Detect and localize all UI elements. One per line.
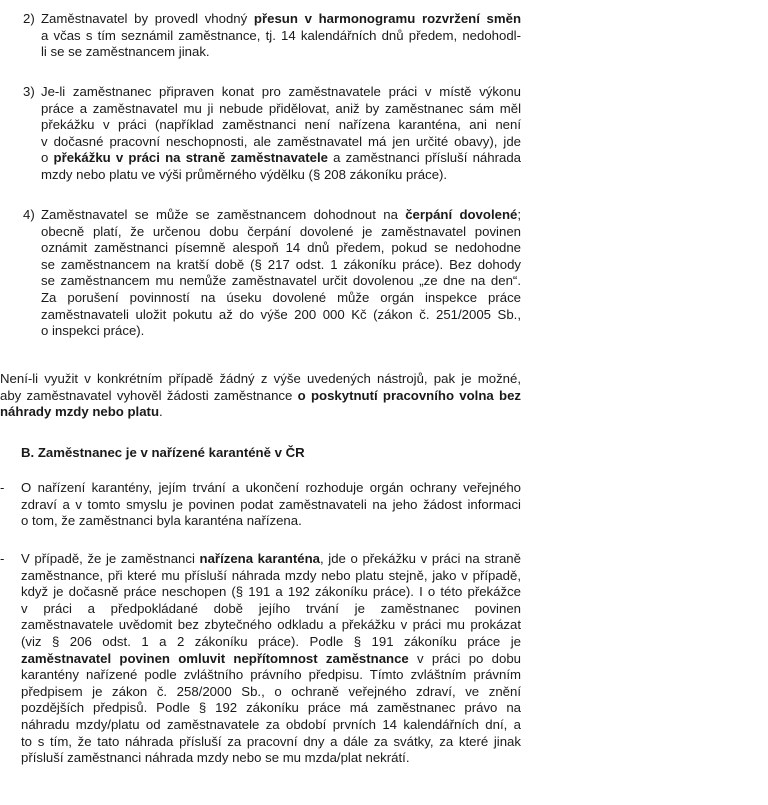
text-run: zdraví a v tomto smyslu je povinen podat zaměstnavateli na jeho žádost informaci bbox=[21, 496, 521, 512]
text-run: se zaměstnancem na kratší době (§ 217 odst. 1 zákoníku práce). Bez dohody bbox=[41, 256, 521, 272]
text-run: a včas s tím seznámil zaměstnance, tj. 14 kalendářních dnů předem, nedohodl- bbox=[41, 27, 521, 43]
text-line bbox=[21, 684, 521, 701]
text-line bbox=[41, 28, 521, 45]
text-run: pozdějších předpisů. Podle § 192 zákoníku práce má zaměstnanec právo na bbox=[21, 700, 521, 716]
bold-emphasis: nařízena karanténa bbox=[199, 551, 320, 566]
text-line bbox=[21, 667, 521, 684]
text-run: předpisem je zákon č. 258/2000 Sb., o ochraně veřejného zdraví, ve znění bbox=[21, 683, 521, 699]
text-run: Je-li zaměstnanec připraven konat pro zaměstnavatele práci v místě výkonu bbox=[41, 84, 521, 99]
bold-emphasis: přesun v harmonogramu rozvržení směn bbox=[253, 11, 521, 26]
list-number: 2) bbox=[23, 11, 35, 26]
text-run: když je dočasně práce neschopen (§ 191 a 192 zákoníku práce). I o této překážce bbox=[21, 584, 521, 600]
text-run: práce a zaměstnavatel mu ji nebude přidělovat, aniž by zaměstnanec sám měl bbox=[41, 100, 521, 116]
text-line bbox=[41, 207, 521, 224]
bullet-text bbox=[21, 551, 521, 767]
text-line bbox=[21, 497, 521, 514]
text-run: zaměstnance, při které mu přísluší náhrada mzdy nebo platu stejně, jako v případě, bbox=[21, 567, 521, 583]
text-line bbox=[21, 551, 521, 568]
text-line bbox=[21, 601, 521, 618]
text-line bbox=[21, 568, 521, 585]
text-line bbox=[41, 257, 521, 274]
text-run: O nařízení karantény, jejím trvání a ukončení rozhoduje orgán ochrany veřejného bbox=[21, 480, 521, 495]
text-run: oznámit zaměstnanci písemně alespoň 14 dnů předem, pokud se nedohodne bbox=[41, 240, 521, 256]
text-run: to s tím, že tato náhrada přísluší za pracovní dny a dále za svátky, za které jinak bbox=[21, 733, 521, 749]
text-line bbox=[41, 134, 521, 151]
text-run: Není-li využit v konkrétním případě žádný z výše uvedených nástrojů, pak je možné, bbox=[0, 371, 521, 386]
bold-emphasis: čerpání dovolené bbox=[405, 207, 518, 222]
text-run: se zaměstnancem mu nemůže zaměstnavatel určit dovolenou „ze dne na den“. bbox=[41, 273, 521, 289]
text-run: o inspekci práce). bbox=[41, 323, 145, 339]
text-line bbox=[21, 584, 521, 601]
text-line bbox=[41, 273, 521, 290]
bullet-item-2 bbox=[0, 551, 521, 767]
list-item-3 bbox=[23, 84, 521, 184]
text-run: o bbox=[41, 150, 54, 166]
text-line bbox=[41, 84, 521, 101]
text-run: aby zaměstnavatel vyhověl žádosti zaměstnance bbox=[0, 387, 298, 403]
text-run: obecně platí, že určenou dobu čerpání dovolené je zaměstnavatel povinen bbox=[41, 223, 521, 239]
text-line bbox=[21, 700, 521, 717]
text-run: Zaměstnavatel by provedl vhodný bbox=[41, 11, 254, 26]
bold-emphasis: zaměstnavatel povinen omluvit nepřítomnost zaměstnance bbox=[21, 650, 409, 666]
text-run: zaměstnavateli uložit pokutu až do výše 200 000 Kč (zákon č. 251/2005 Sb., bbox=[41, 306, 521, 322]
text-run: li se se zaměstnancem jinak. bbox=[41, 44, 210, 60]
text-line bbox=[41, 117, 521, 134]
text-run: o tom, že zaměstnanci byla karanténa nařízena. bbox=[21, 513, 302, 529]
text-run: karantény nařízené podle zvláštního právního předpisu. Tímto zvláštním právním bbox=[21, 667, 521, 683]
text-run: v práci po dobu bbox=[408, 650, 521, 666]
text-line bbox=[41, 167, 521, 184]
text-line bbox=[41, 150, 521, 167]
text-line bbox=[21, 617, 521, 634]
list-item-text bbox=[41, 11, 521, 61]
bold-emphasis: náhrady mzdy nebo platu bbox=[0, 404, 160, 420]
bullet-dash: - bbox=[0, 551, 5, 566]
text-line bbox=[21, 651, 521, 668]
text-run: Zaměstnavatel se může se zaměstnancem dohodnout na bbox=[41, 207, 406, 222]
text-run: náhradu mzdy/platu od zaměstnavatele za období prvních 14 kalendářních dní, a bbox=[21, 716, 521, 732]
text-line bbox=[21, 634, 521, 651]
list-item-text bbox=[41, 207, 521, 340]
section-heading-b: B. Zaměstnanec je v nařízené karanténě v ČR bbox=[21, 445, 305, 460]
bullet-item-1 bbox=[0, 480, 521, 530]
text-run: v dočasné pracovní neschopnosti, ale zaměstnavatel má jen určité obavy), jde bbox=[41, 133, 521, 149]
text-run: , jde o překážku v práci na straně bbox=[319, 551, 521, 566]
bullet-text bbox=[21, 480, 521, 530]
text-line bbox=[41, 290, 521, 307]
text-run: zaměstnavatele uvědomit bez zbytečného odkladu a překážku v práci mu prokázat bbox=[21, 617, 521, 633]
text-line bbox=[0, 388, 521, 405]
text-line bbox=[21, 750, 521, 767]
text-line bbox=[0, 404, 521, 421]
list-item-text bbox=[41, 84, 521, 184]
text-run: Za porušení povinností na úseku dovolené může orgán inspekce práce bbox=[41, 289, 521, 305]
paragraph-text bbox=[0, 371, 521, 421]
text-run: přísluší zaměstnanci náhrada mzdy nebo se mu mzda/plat nekrátí. bbox=[21, 750, 410, 766]
text-line bbox=[0, 371, 521, 388]
text-run: v práci a předpokládané době jejího trvání je zaměstnanec povinen bbox=[21, 600, 521, 616]
text-line bbox=[41, 44, 521, 61]
text-line bbox=[41, 323, 521, 340]
list-number: 4) bbox=[23, 207, 35, 222]
list-item-4 bbox=[23, 207, 521, 340]
text-run: . bbox=[159, 404, 163, 420]
bold-emphasis: o poskytnutí pracovního volna bez bbox=[297, 387, 521, 403]
text-line bbox=[41, 224, 521, 241]
text-line bbox=[41, 307, 521, 324]
text-line bbox=[21, 513, 521, 530]
list-item-2 bbox=[23, 11, 521, 61]
text-run: ; bbox=[517, 207, 522, 222]
text-line bbox=[41, 101, 521, 118]
paragraph-neni-li bbox=[0, 371, 521, 421]
text-line bbox=[41, 240, 521, 257]
text-line bbox=[41, 11, 521, 28]
text-line bbox=[21, 717, 521, 734]
text-line bbox=[21, 734, 521, 751]
text-run: V případě, že je zaměstnanci bbox=[21, 551, 200, 566]
text-run: překážku v práci (například zaměstnanci není nařízena karanténa, ani není bbox=[41, 117, 521, 133]
text-run: mzdy nebo platu ve výši průměrného výdělku (§ 208 zákoníku práce). bbox=[41, 166, 448, 182]
bullet-dash: - bbox=[0, 480, 5, 495]
text-line bbox=[21, 480, 521, 497]
text-run: a zaměstnanci přísluší náhrada bbox=[327, 150, 521, 166]
text-run: (viz § 206 odst. 1 a 2 zákoníku práce). Podle § 191 zákoníku práce je bbox=[21, 633, 521, 649]
bold-emphasis: překážku v práci na straně zaměstnavatele bbox=[53, 150, 328, 166]
list-number: 3) bbox=[23, 84, 35, 99]
